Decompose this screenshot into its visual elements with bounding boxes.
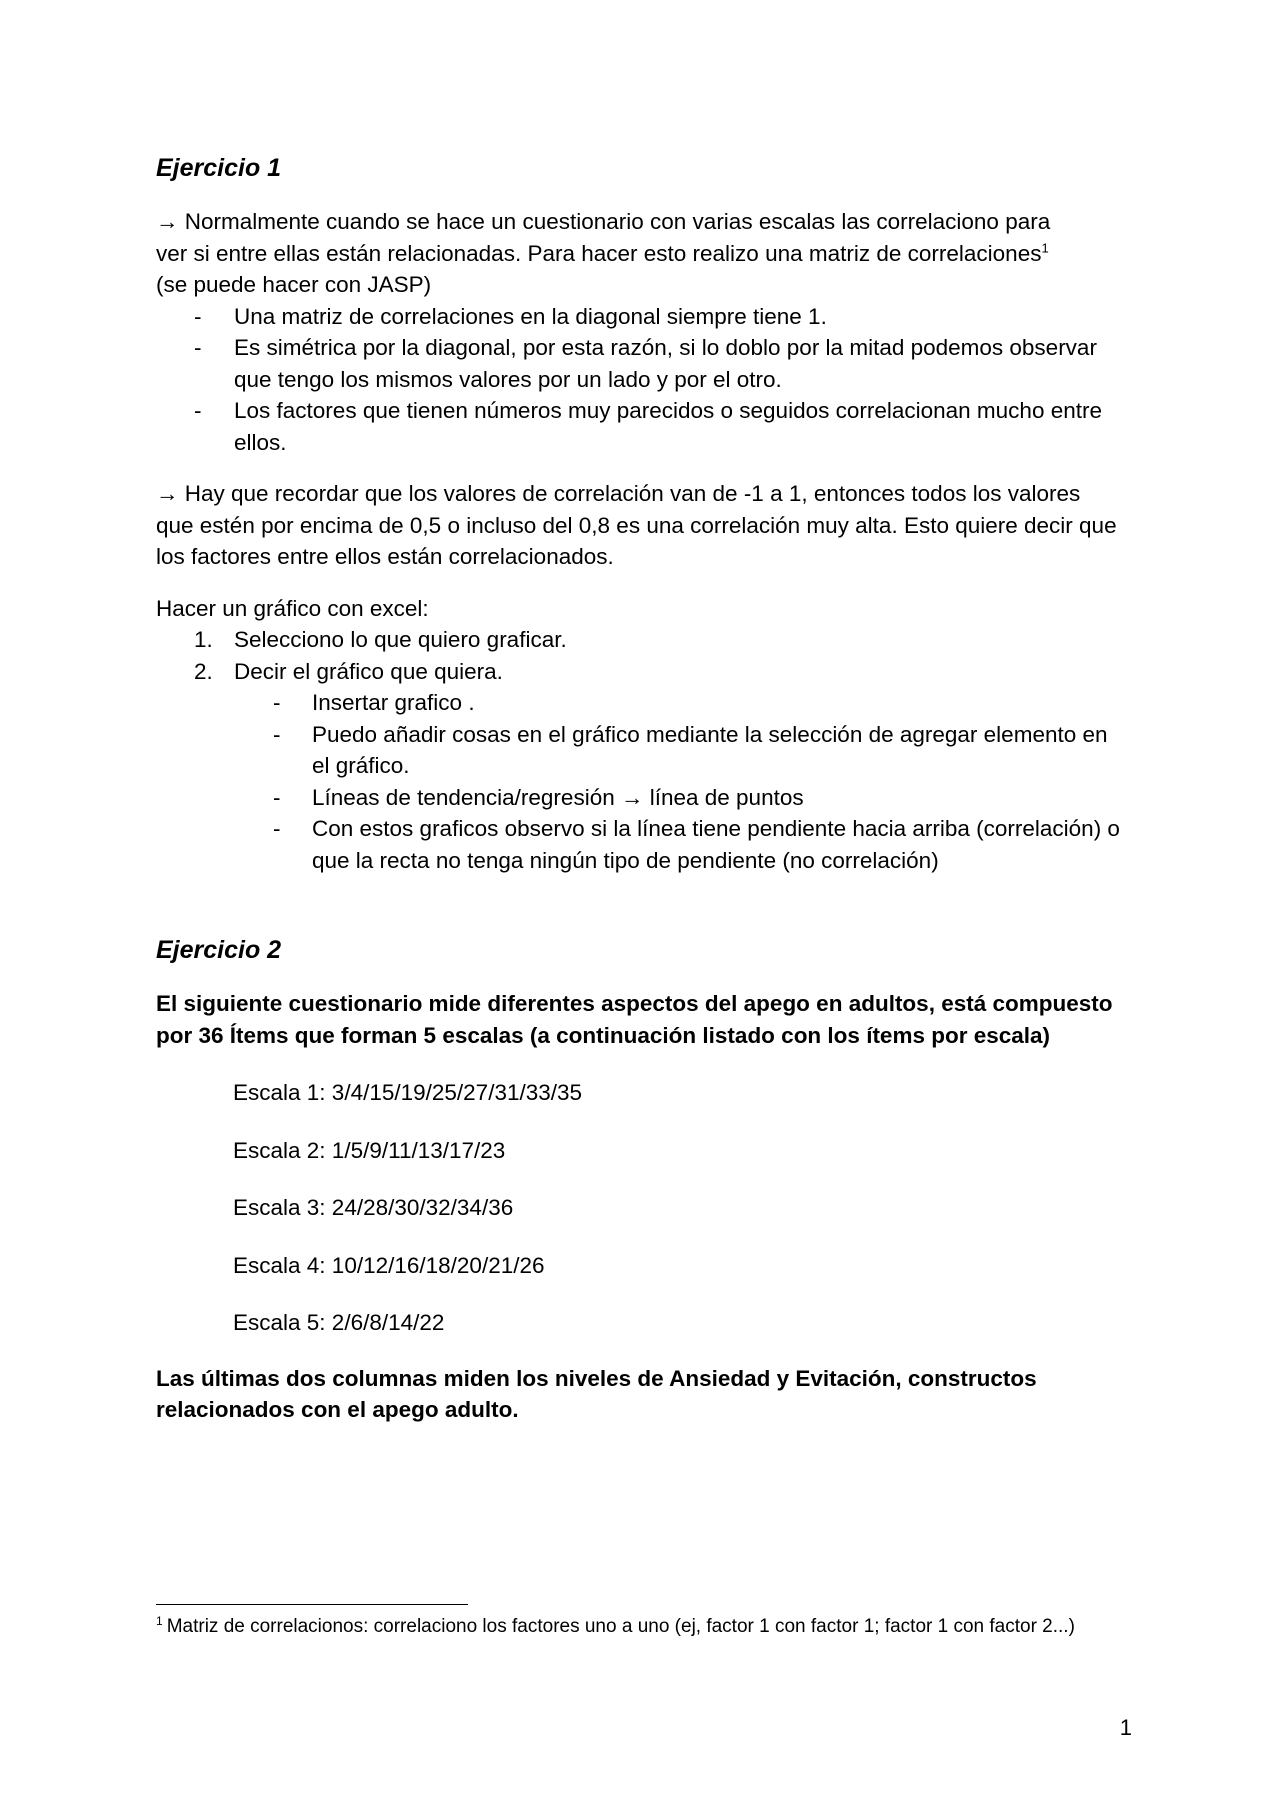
escala-item: Escala 1: 3/4/15/19/25/27/31/33/35 [233,1080,583,1105]
bullet-marker: - [273,816,281,841]
grafico-steps-list [156,624,1124,687]
bullet-marker: - [273,721,281,747]
sub-bullet-text: Insertar grafico . [312,690,475,715]
escala-item: Escala 2: 1/5/9/11/13/17/23 [233,1137,506,1163]
step-item [156,656,1124,688]
sub-bullet-item [156,813,1124,876]
footnote [156,1614,1124,1640]
bullet-item [156,301,1124,333]
sub-bullet-item [156,687,1124,719]
sub-bullet-text: Líneas de tendencia/regresión → línea de puntos [312,784,804,810]
intro-line-3: (se puede hacer con JASP) [156,272,432,297]
sub-bullet-item [156,782,1124,814]
bullet-marker: - [273,690,281,715]
ejercicio-2-closing: Las últimas dos columnas miden los niveles de Ansiedad y Evitación, constructos relacionados con el apego adulto. [156,1365,1037,1422]
escala-item: Escala 4: 10/12/16/18/20/21/26 [233,1252,545,1278]
intro-paragraph [156,206,1124,301]
sub-bullet-item [156,719,1124,782]
footnote-reference[interactable]: 1 [1041,240,1049,255]
intro-line-1: → Normalmente cuando se hace un cuestionario con varias escalas las correlaciono para [156,209,1051,234]
step-text: Decir el gráfico que quiera. [234,658,503,684]
footnote-mark: 1 [156,1613,163,1628]
grafico-intro: Hacer un gráfico con excel: [156,595,429,621]
bullet-text: Una matriz de correlaciones en la diagonal siempre tiene 1. [234,303,827,329]
bullet-item [156,332,1124,395]
bullet-marker: - [194,303,202,329]
ejercicio-2-heading: Ejercicio 2 [156,936,282,964]
footnote-separator [156,1604,468,1605]
matrix-bullet-list [156,301,1124,459]
bullet-marker: - [273,784,281,810]
footnote-text: Matriz de correlacionos: correlaciono los factores uno a uno (ej, factor 1 con factor 1; factor 1 con factor 2...) [166,1616,1075,1637]
bullet-text: Los factores que tienen números muy parecidos o seguidos correlacionan mucho entre ellos. [234,398,1102,455]
escala-item: Escala 3: 24/28/30/32/34/36 [233,1195,514,1220]
sub-bullet-text: Puedo añadir cosas en el gráfico mediante la selección de agregar elemento en el gráfico. [312,721,1108,778]
sub-bullet-text: Con estos graficos observo si la línea tiene pendiente hacia arriba (correlación) o que la recta no tenga ningún tipo de pendiente (no correlación) [312,816,1120,873]
grafico-sub-bullet-list [156,687,1124,876]
recordar-paragraph: → Hay que recordar que los valores de correlación van de -1 a 1, entonces todos los valores que estén por encima de 0,5 o incluso del 0,8 es una correlación muy alta. Esto quiere decir que los factores entre ellos están correlacionados. [156,481,1117,569]
escala-item: Escala 5: 2/6/8/14/22 [233,1310,445,1335]
step-number: 1. [194,627,213,652]
step-number: 2. [194,658,213,684]
ejercicio-2-description: El siguiente cuestionario mide diferentes aspectos del apego en adultos, está compuesto por 36 Ítems que forman 5 escalas (a continuación listado con los ítems por escala) [156,991,1113,1048]
step-item [156,624,1124,656]
bullet-marker: - [194,335,202,360]
bullet-item [156,395,1124,458]
page-content [156,150,1124,1426]
ejercicio-1-heading: Ejercicio 1 [156,154,282,182]
bullet-text: Es simétrica por la diagonal, por esta razón, si lo doblo por la mitad podemos observar que tengo los mismos valores por un lado y por el otro. [234,335,1097,392]
intro-line-2: ver si entre ellas están relacionadas. Para hacer esto realizo una matriz de correlaciones [156,240,1042,266]
page-number: 1 [1119,1715,1132,1740]
step-text: Selecciono lo que quiero graficar. [234,627,567,652]
bullet-marker: - [194,398,202,423]
